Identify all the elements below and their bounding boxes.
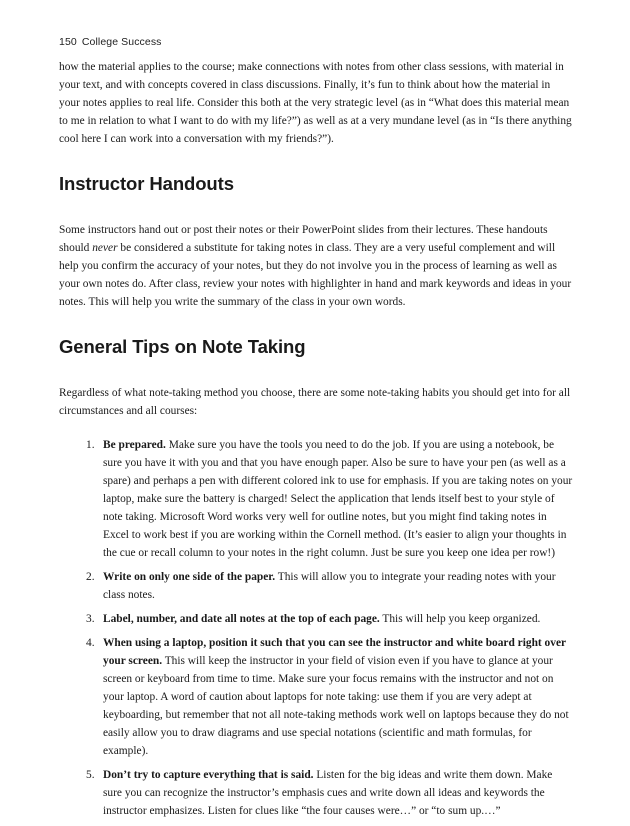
list-item <box>59 436 573 562</box>
list-item <box>59 610 573 628</box>
handouts-text-after: be considered a substitute for taking notes in class. They are a very useful complement and will help you confirm the accuracy of your notes, but they do not involve you in the process of learning as well as your own notes do. After class, review your notes with highlighter in hand and mark keywords and ideas in your notes. This will help you write the summary of the class in your own words. <box>59 242 572 308</box>
list-item-text: Make sure you have the tools you need to do the job. If you are using a notebook, be sure you have it with you and that you have enough paper. Also be sure to have your pen (as well as a spare) and perhaps a pen with different colored ink to use for emphasis. If you are taking notes on your laptop, make sure the battery is charged! Select the application that lends itself best to your style of note taking. Microsoft Word works very well for outline notes, but you might find taking notes in Excel to work best if you are working within the Cornell method. (It’s easier to align your thoughts in the cue or recall column to your notes in the right column. Just be sure you keep one idea per row!) <box>103 439 573 559</box>
list-item-number: 2. <box>86 571 95 583</box>
tips-list <box>59 436 573 820</box>
list-item-number: 3. <box>86 613 95 625</box>
list-item-lead: When using a laptop, position it such that you can see the instructor and white board right over your screen. <box>103 637 566 667</box>
section-heading-instructor-handouts: Instructor Handouts <box>59 173 234 194</box>
section-heading-general-tips: General Tips on Note Taking <box>59 336 306 357</box>
list-item-number: 4. <box>86 637 95 649</box>
intro-paragraph: how the material applies to the course; make connections with notes from other class sessions, with material in your text, and with concepts covered in class discussions. Finally, it’s fun to think about how the material in your notes applies to real life. Consider this both at the very strategic level (as in “What does this material mean to me in relation to what I want to do with my life?”) as well as at a very mundane level (as in “Is there anything cool here I can work into a conversation with my friends?”). <box>59 61 572 145</box>
handouts-emphasis: never <box>92 242 118 254</box>
handouts-paragraph <box>59 221 573 311</box>
list-item-lead: Label, number, and date all notes at the top of each page. <box>103 613 380 625</box>
tips-intro-paragraph: Regardless of what note-taking method you choose, there are some note-taking habits you should get into for all circumstances and all courses: <box>59 387 571 417</box>
list-item-text: This will help you keep organized. <box>379 613 541 625</box>
list-item <box>59 766 573 820</box>
list-item-number: 1. <box>86 439 95 451</box>
list-item-text: Listen for the big ideas and write them down. Make sure you can recognize the instructor’s emphasis cues and write down all ideas and keywords the instructor emphasizes. Listen for clues like “the four causes were…” or “to sum up.…” <box>103 769 553 817</box>
list-item-text: This will keep the instructor in your field of vision even if you have to glance at your screen or keyboard from time to time. Make sure your focus remains with the instructor and not on your laptop. A word of caution about laptops for note taking: use them if you are very adept at keyboarding, but remember that not all note-taking methods work well on laptops because they do not easily allow you to draw diagrams and use special notations (scientific and math formulas, for example). <box>103 655 569 757</box>
list-item-text: This will allow you to integrate your reading notes with your class notes. <box>103 571 556 601</box>
list-item-lead: Be prepared. <box>103 439 166 451</box>
list-item <box>59 568 573 604</box>
list-item <box>59 634 573 760</box>
running-header <box>59 36 162 48</box>
book-title: College Success <box>81 36 162 48</box>
page-number: 150 <box>59 36 77 48</box>
list-item-lead: Don’t try to capture everything that is said. <box>103 769 314 781</box>
list-item-lead: Write on only one side of the paper. <box>103 571 276 583</box>
page-content <box>59 58 573 826</box>
list-item-number: 5. <box>86 769 95 781</box>
handouts-text-before: Some instructors hand out or post their notes or their PowerPoint slides from their lectures. These handouts should <box>59 224 548 254</box>
